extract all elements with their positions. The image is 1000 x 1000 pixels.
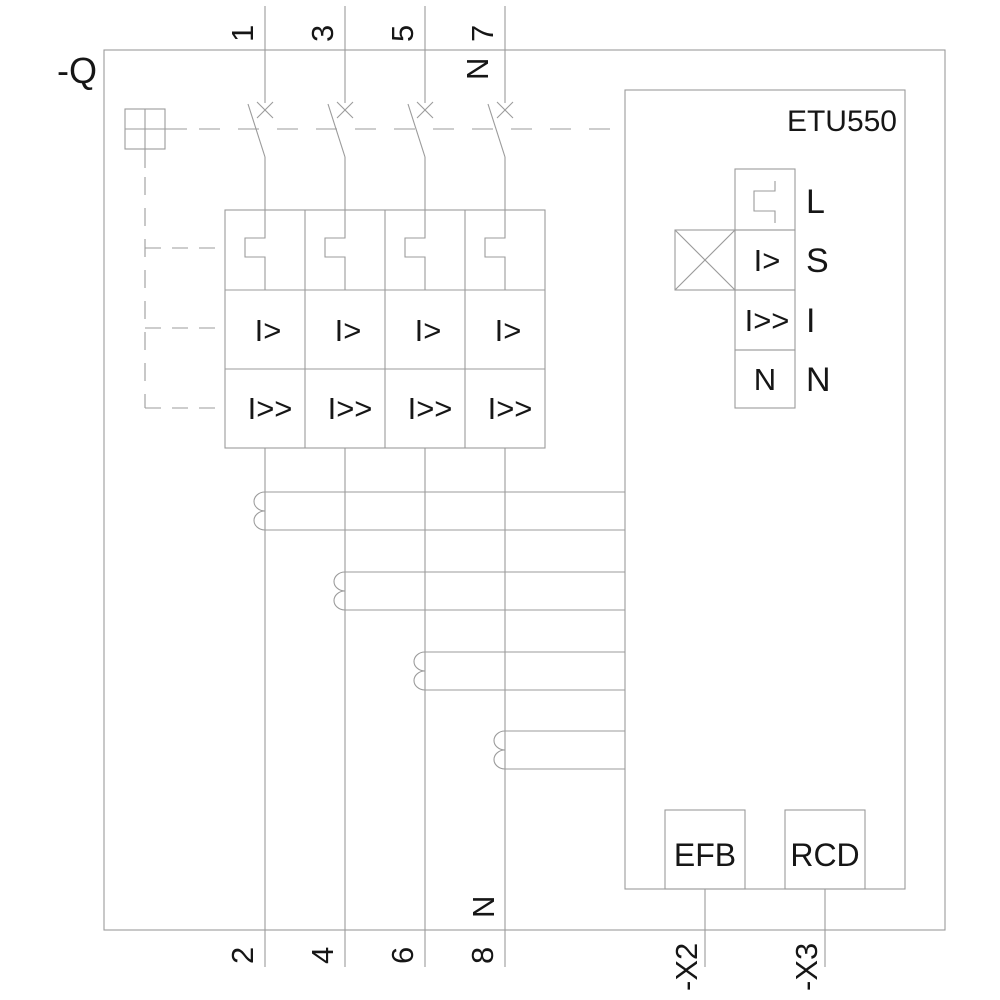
etu-label-long-time: L <box>806 183 825 221</box>
trip-element-block <box>225 210 545 448</box>
etu-box <box>625 90 905 889</box>
pole-2-longtime-curve-icon <box>325 210 345 290</box>
current-sensors <box>254 492 625 769</box>
etu-title: ETU550 <box>786 105 897 138</box>
bottom-neutral-label: N <box>466 895 501 918</box>
bottom-terminal-8-label: 8 <box>465 946 500 964</box>
pole-4-longtime-curve-icon <box>485 210 505 290</box>
pole-4-shortcircuit-symbol: I>> <box>487 391 533 426</box>
pole-2-sensor-coil-icon <box>334 572 345 610</box>
top-terminal-labels <box>225 25 500 80</box>
aux-terminal-x3-label: -X3 <box>789 942 824 991</box>
top-terminal-5-label: 5 <box>385 24 420 42</box>
modules <box>665 810 865 991</box>
pole-4-overload-symbol: I> <box>494 313 522 348</box>
aux-terminal-x2-label: -X2 <box>669 942 704 991</box>
pole-3-shortcircuit-symbol: I>> <box>407 391 453 426</box>
etu-crossed-box-icon <box>675 230 735 290</box>
pole-1-shortcircuit-symbol: I>> <box>247 391 293 426</box>
etu-label-neutral: N <box>806 361 831 399</box>
etu-label-short-time: S <box>806 242 829 280</box>
etu-trip-unit <box>625 90 905 889</box>
pole-1-overload-symbol: I> <box>254 313 282 348</box>
top-terminal-3-label: 3 <box>305 24 340 42</box>
device-label: -Q <box>57 50 97 91</box>
bottom-terminal-6-label: 6 <box>385 946 420 964</box>
pole-1-longtime-curve-icon <box>245 210 265 290</box>
rcd-module-label: RCD <box>790 837 860 873</box>
pole-2-overload-symbol: I> <box>334 313 362 348</box>
etu-shorttime-symbol: I> <box>753 243 781 278</box>
pole-3-overload-symbol: I> <box>414 313 442 348</box>
etu-instantaneous-symbol: I>> <box>744 303 790 338</box>
bottom-conductors <box>265 448 505 967</box>
top-terminal-7-label: 7 <box>465 24 500 42</box>
device-boundary-box <box>104 50 945 930</box>
etu-longtime-cell <box>735 169 795 230</box>
etu-longtime-curve-icon <box>754 181 775 223</box>
pole-4-sensor-coil-icon <box>494 731 505 769</box>
device-outline <box>57 50 945 930</box>
top-terminal-1-label: 1 <box>225 24 260 42</box>
top-neutral-label: N <box>460 57 495 80</box>
pole-1-sensor-coil-icon <box>254 492 265 530</box>
pole-3-longtime-curve-icon <box>405 210 425 290</box>
bottom-terminal-4-label: 4 <box>305 946 340 964</box>
etu-neutral-symbol: N <box>753 362 777 397</box>
pole-3-sensor-coil-icon <box>414 652 425 690</box>
bottom-terminal-2-label: 2 <box>225 946 260 964</box>
efb-module-label: EFB <box>673 837 737 873</box>
operator-mechanism-symbol <box>125 109 187 168</box>
etu-label-instantaneous: I <box>806 302 816 340</box>
pole-2-shortcircuit-symbol: I>> <box>327 391 373 426</box>
